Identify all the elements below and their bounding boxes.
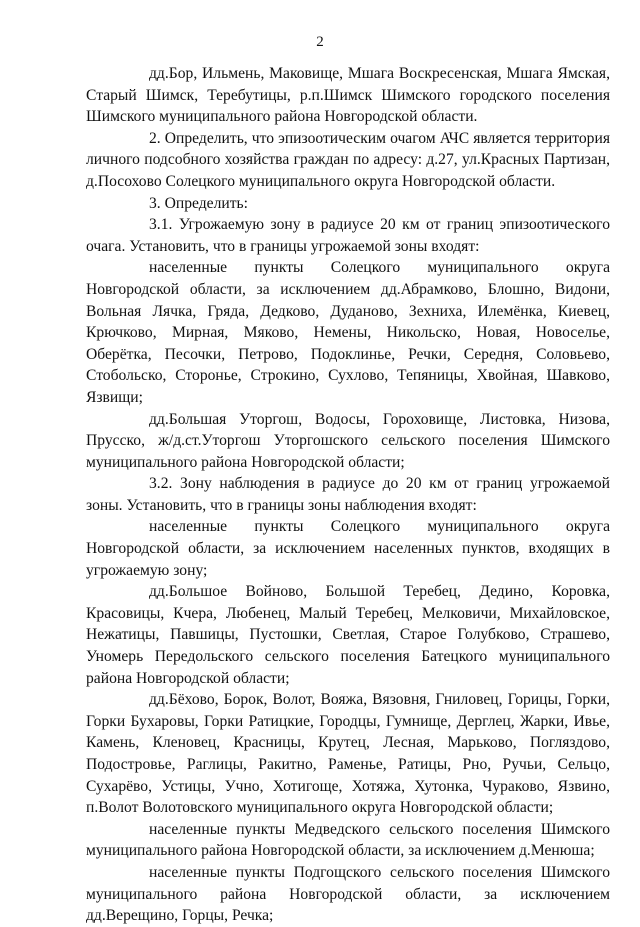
paragraph-podgoshchsky-observation: населенные пункты Подгощского сельского поселения Шимского муниципального района Новгородской области, за исключением дд.Верещино, Горцы, Речка; — [86, 863, 610, 925]
paragraph-item-3-heading: 3. Определить: — [149, 194, 248, 212]
document-body — [86, 63, 610, 927]
paragraph-item-2-outbreak: 2. Определить, что эпизоотическим очагом АЧС является территория личного подсобного хозяйства граждан по адресу: д.27, ул.Красных Партизан, д.Посохово Солецкого муниципального округа Новгородской области. — [86, 129, 610, 190]
paragraph-soletsky-threatened: населенные пункты Солецкого муниципального округа Новгородской области, за исключением дд.Абрамково, Блошно, Видони, Вольная Лячка, Гряда, Дедково, Дуданово, Зехниха, Илемёнка, Киевец, Крючково, Мирная, Мяково, Немены, Никольско, Новая, Новоселье, Оберётка, Песочки, Петрово, Подоклинье, Речки, Середня, Соловьево, Стобольско, Сторонье, Строкино, Сухлово, Тепяницы, Хвойная, Шавково, Язвищи; — [86, 259, 610, 406]
paragraph-soletsky-observation: населенные пункты Солецкого муниципального округа Новгородской области, за исключением населенных пунктов, входящих в угрожаемую зону; — [86, 518, 610, 579]
paragraph-item-3-2-observation-zone: 3.2. Зону наблюдения в радиусе до 20 км от границ угрожаемой зоны. Установить, что в границы зоны наблюдения входят: — [86, 475, 610, 514]
page-number: 2 — [316, 34, 324, 50]
paragraph-settlements-shimsk: дд.Бор, Ильмень, Маковище, Мшага Воскресенская, Мшага Ямская, Старый Шимск, Теребутицы, р.п.Шимск Шимского городского поселения Шимского муниципального района Новгородской области. — [86, 65, 610, 126]
paragraph-volotovsky-observation: дд.Бёхово, Борок, Волот, Вояжа, Вязовня, Гниловец, Горицы, Горки, Горки Бухаровы, Горки Ратицкие, Городцы, Гумнище, Дерглец, Жарки, Ивье, Камень, Кленовец, Красницы, Крутец, Лесная, Марьково, Погляздово, Подостровье, Раглицы, Ракитно, Раменье, Ратицы, Рно, Ручьи, Сельцо, Сухарёво, Устицы, Учно, Хотигоще, Хотяжа, Хутонка, Чураково, Язвино, п.Волот Волотовского муниципального округа Новгородской области; — [86, 691, 610, 817]
paragraph-utorgosh-threatened: дд.Большая Уторгош, Водосы, Гороховище, Листовка, Низова, Прусско, ж/д.ст.Уторгош Уторгошского сельского поселения Шимского муниципального района Новгородской области; — [86, 410, 610, 471]
paragraph-peredolsky-observation: дд.Большое Войново, Большой Теребец, Дедино, Коровка, Красовицы, Кчера, Любенец, Малый Теребец, Мелковичи, Михайловское, Нежатицы, Павшицы, Пустошки, Светлая, Старое Голубково, Страшево, Уномерь Передольского сельского поселения Батецкого муниципального района Новгородской области; — [86, 583, 610, 687]
paragraph-item-3-1-threatened-zone: 3.1. Угрожаемую зону в радиусе 20 км от границ эпизоотического очага. Установить, что в границы угрожаемой зоны входят: — [86, 216, 610, 255]
paragraph-medvedsky-observation: населенные пункты Медведского сельского поселения Шимского муниципального района Новгородской области, за исключением д.Менюша; — [86, 820, 610, 860]
